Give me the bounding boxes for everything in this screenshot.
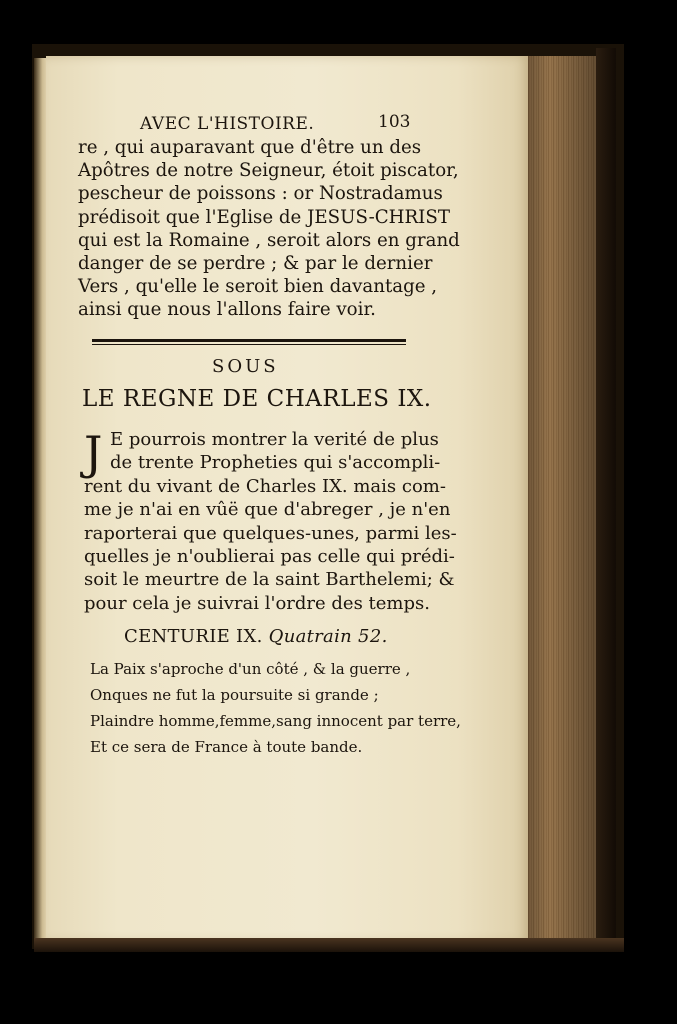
- text-line: E pourrois montrer la verité de plus: [110, 429, 439, 450]
- verse-line: Onques ne fut la poursuite si grande ;: [90, 686, 379, 704]
- section-heading-small: SOUS: [212, 356, 279, 377]
- text-line: raporterai que quelques-unes, parmi les-: [84, 522, 457, 544]
- verse-line: Plaindre homme,femme,sang innocent par terre,: [90, 712, 461, 730]
- text-line: pour cela je suivrai l'ordre des temps.: [84, 592, 430, 614]
- text-line: Vers , qu'elle le seroit bien davantage ,: [78, 276, 438, 298]
- text-line: pescheur de poissons : or Nostradamus: [78, 183, 443, 205]
- text-line: danger de se perdre ; & par le dernier: [78, 253, 433, 275]
- verse-line: La Paix s'aproche d'un côté , & la guerre ,: [90, 660, 411, 678]
- centurie-label: CENTURIE IX.: [124, 626, 263, 647]
- bottom-board: [34, 938, 624, 952]
- drop-cap: J: [84, 426, 103, 480]
- page-number: 103: [378, 112, 411, 132]
- section-divider: [92, 339, 406, 342]
- text-line: prédisoit que l'Eglise de JESUS-CHRIST: [78, 206, 450, 228]
- text-line: soit le meurtre de la saint Barthelemi; &: [84, 569, 455, 591]
- intro-paragraph: [78, 136, 460, 322]
- text-line: de trente Propheties qui s'accompli-: [110, 452, 441, 474]
- section-heading: LE REGNE DE CHARLES IX.: [82, 386, 432, 412]
- text-line: qui est la Romaine , seroit alors en grand: [78, 229, 460, 251]
- main-paragraph: [84, 428, 457, 615]
- text-line: re , qui auparavant que d'être un des: [78, 137, 422, 158]
- binding-shadow: [596, 48, 616, 948]
- centurie-heading: [124, 626, 388, 647]
- quatrain-label: Quatrain 52.: [268, 626, 388, 647]
- text-line: me je n'ai en vûë que d'abreger , je n'en: [84, 499, 451, 521]
- text-line: rent du vivant de Charles IX. mais com-: [84, 475, 446, 497]
- text-line: Apôtres de notre Seigneur, étoit piscator,: [78, 160, 459, 182]
- text-line: quelles je n'oublierai pas celle qui prédi-: [84, 546, 455, 568]
- text-line: ainsi que nous l'allons faire voir.: [78, 299, 376, 321]
- running-title: AVEC L'HISTOIRE.: [140, 114, 315, 134]
- verse-line: Et ce sera de France à toute bande.: [90, 738, 363, 756]
- quatrain-verses: [90, 656, 461, 760]
- fore-edge: [528, 56, 598, 944]
